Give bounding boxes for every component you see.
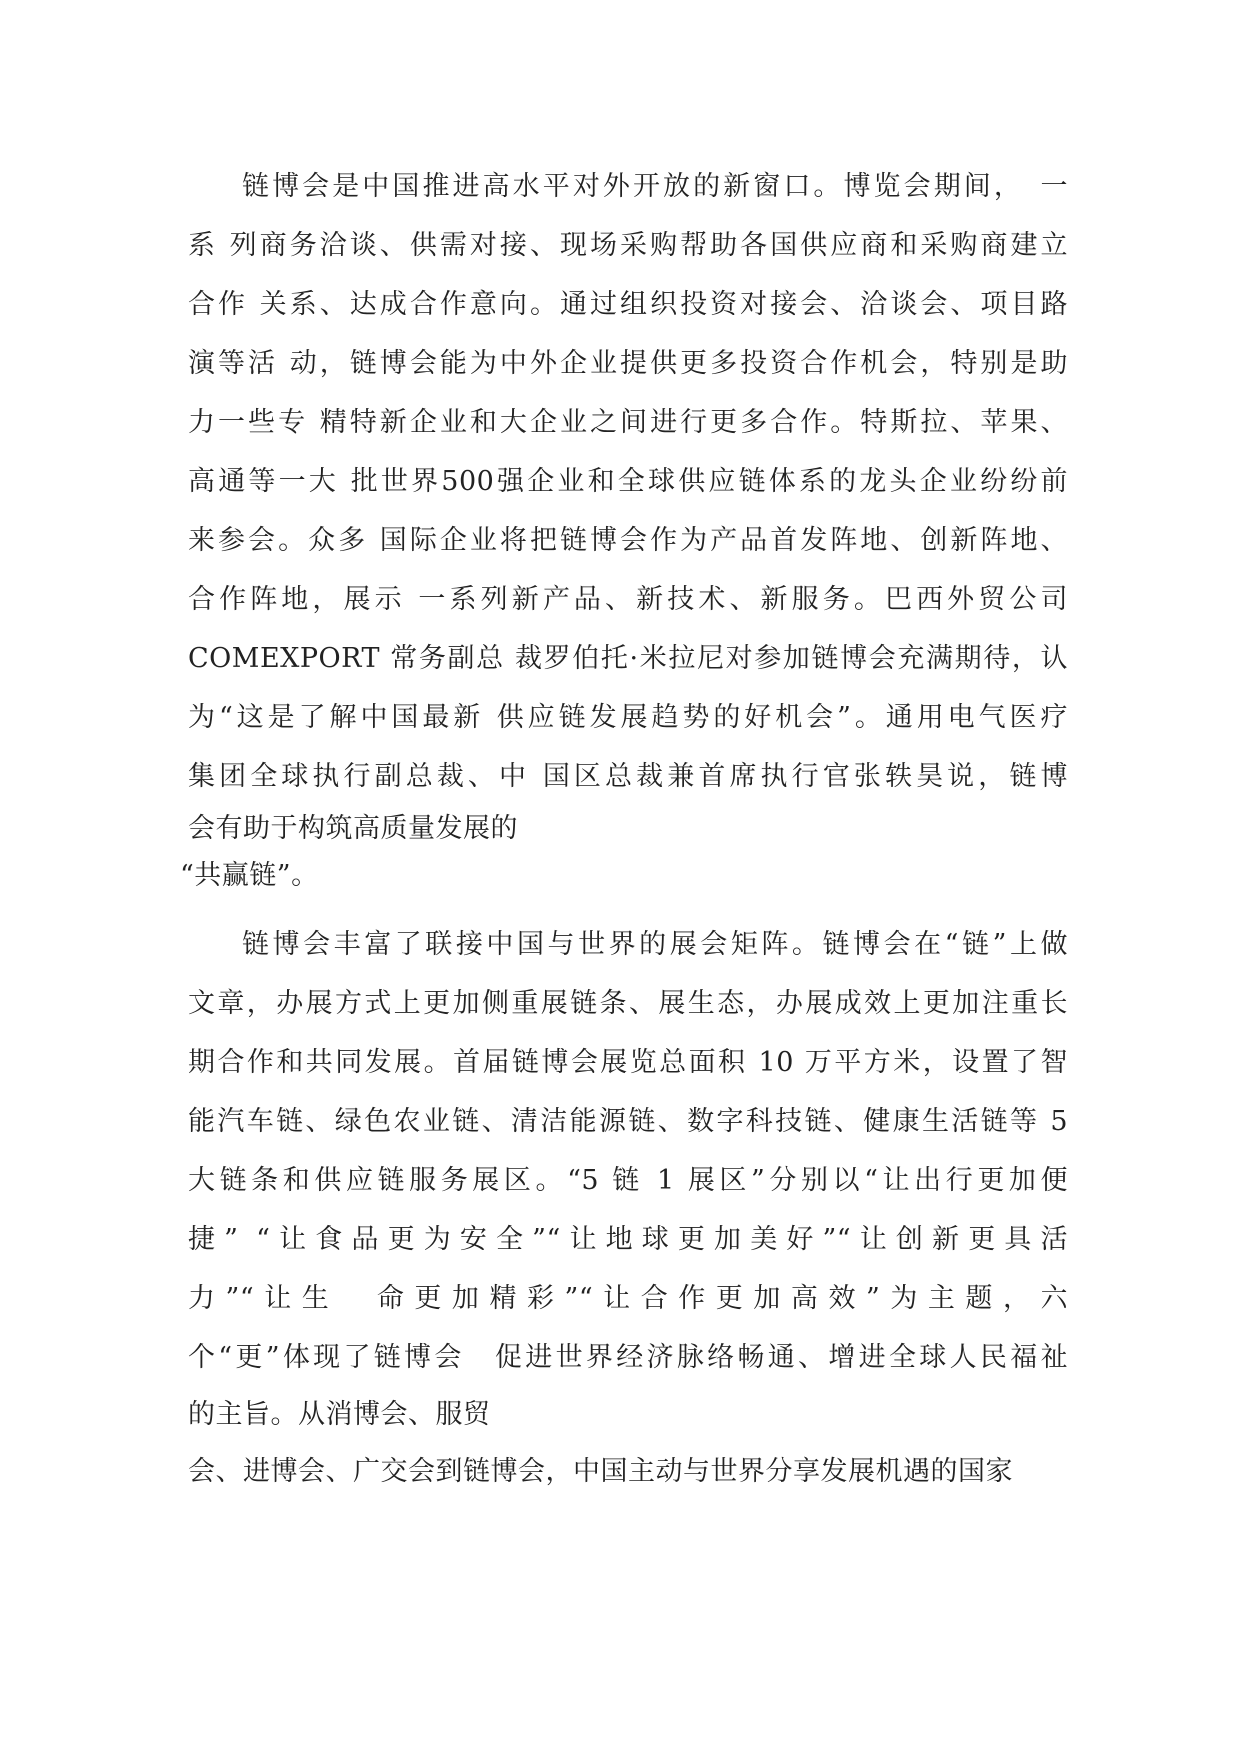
paragraph-line: 的主旨。从消博会、服贸 bbox=[188, 1399, 491, 1430]
paragraph-line: 期合作和共同发展。首届链博会展览总面积 10 万平方米，设置了智 bbox=[188, 1047, 1068, 1078]
paragraph-1 bbox=[180, 157, 1068, 901]
paragraph-line: 系 列商务洽谈、供需对接、现场采购帮助各国供应商和采购商建立 bbox=[188, 230, 1068, 261]
paragraph-line: 来参会。众多 国际企业将把链博会作为产品首发阵地、创新阵地、 bbox=[188, 525, 1068, 556]
paragraph-line: 个“更”体现了链博会 促进世界经济脉络畅通、增进全球人民福祉 bbox=[188, 1342, 1068, 1373]
paragraph-line: 链博会丰富了联接中国与世界的展会矩阵。链博会在“链”上做 bbox=[242, 929, 1068, 960]
paragraph-line: 力”“让生 命更加精彩”“让合作更加高效”为主题，六 bbox=[188, 1283, 1068, 1314]
paragraph-2 bbox=[188, 915, 1068, 1501]
paragraph-line: 会、进博会、广交会到链博会，中国主动与世界分享发展机遇的国家 bbox=[188, 1456, 1013, 1487]
paragraph-line: 链博会是中国推进高水平对外开放的新窗口。博览会期间， 一 bbox=[242, 171, 1068, 202]
paragraph-line: 大链条和供应链服务展区。“5 链 1 展区”分别以“让出行更加便 bbox=[188, 1165, 1068, 1196]
paragraph-line: COMEXPORT 常务副总 裁罗伯托·米拉尼对参加链博会充满期待，认 bbox=[188, 643, 1068, 674]
paragraph-line: 合作 关系、达成合作意向。通过组织投资对接会、洽谈会、项目路 bbox=[188, 289, 1068, 320]
paragraph-line: 捷” “让食品更为安全”“让地球更加美好”“让创新更具活 bbox=[188, 1224, 1068, 1255]
paragraph-line: “共赢链”。 bbox=[180, 860, 319, 891]
paragraph-line: 能汽车链、绿色农业链、清洁能源链、数字科技链、健康生活链等 5 bbox=[188, 1106, 1068, 1137]
paragraph-line: 合作阵地，展示 一系列新产品、新技术、新服务。巴西外贸公司 bbox=[188, 584, 1068, 615]
paragraph-line: 文章，办展方式上更加侧重展链条、展生态，办展成效上更加注重长 bbox=[188, 988, 1068, 1019]
paragraph-line: 会有助于构筑高质量发展的 bbox=[188, 813, 518, 844]
paragraph-line: 为“这是了解中国最新 供应链发展趋势的好机会”。通用电气医疗 bbox=[188, 702, 1068, 733]
paragraph-line: 集团全球执行副总裁、中 国区总裁兼首席执行官张轶昊说，链博 bbox=[188, 761, 1068, 792]
paragraph-line: 力一些专 精特新企业和大企业之间进行更多合作。特斯拉、苹果、 bbox=[188, 407, 1068, 438]
paragraph-line: 演等活 动，链博会能为中外企业提供更多投资合作机会，特别是助 bbox=[188, 348, 1068, 379]
paragraph-line: 高通等一大 批世界500强企业和全球供应链体系的龙头企业纷纷前 bbox=[188, 466, 1068, 497]
